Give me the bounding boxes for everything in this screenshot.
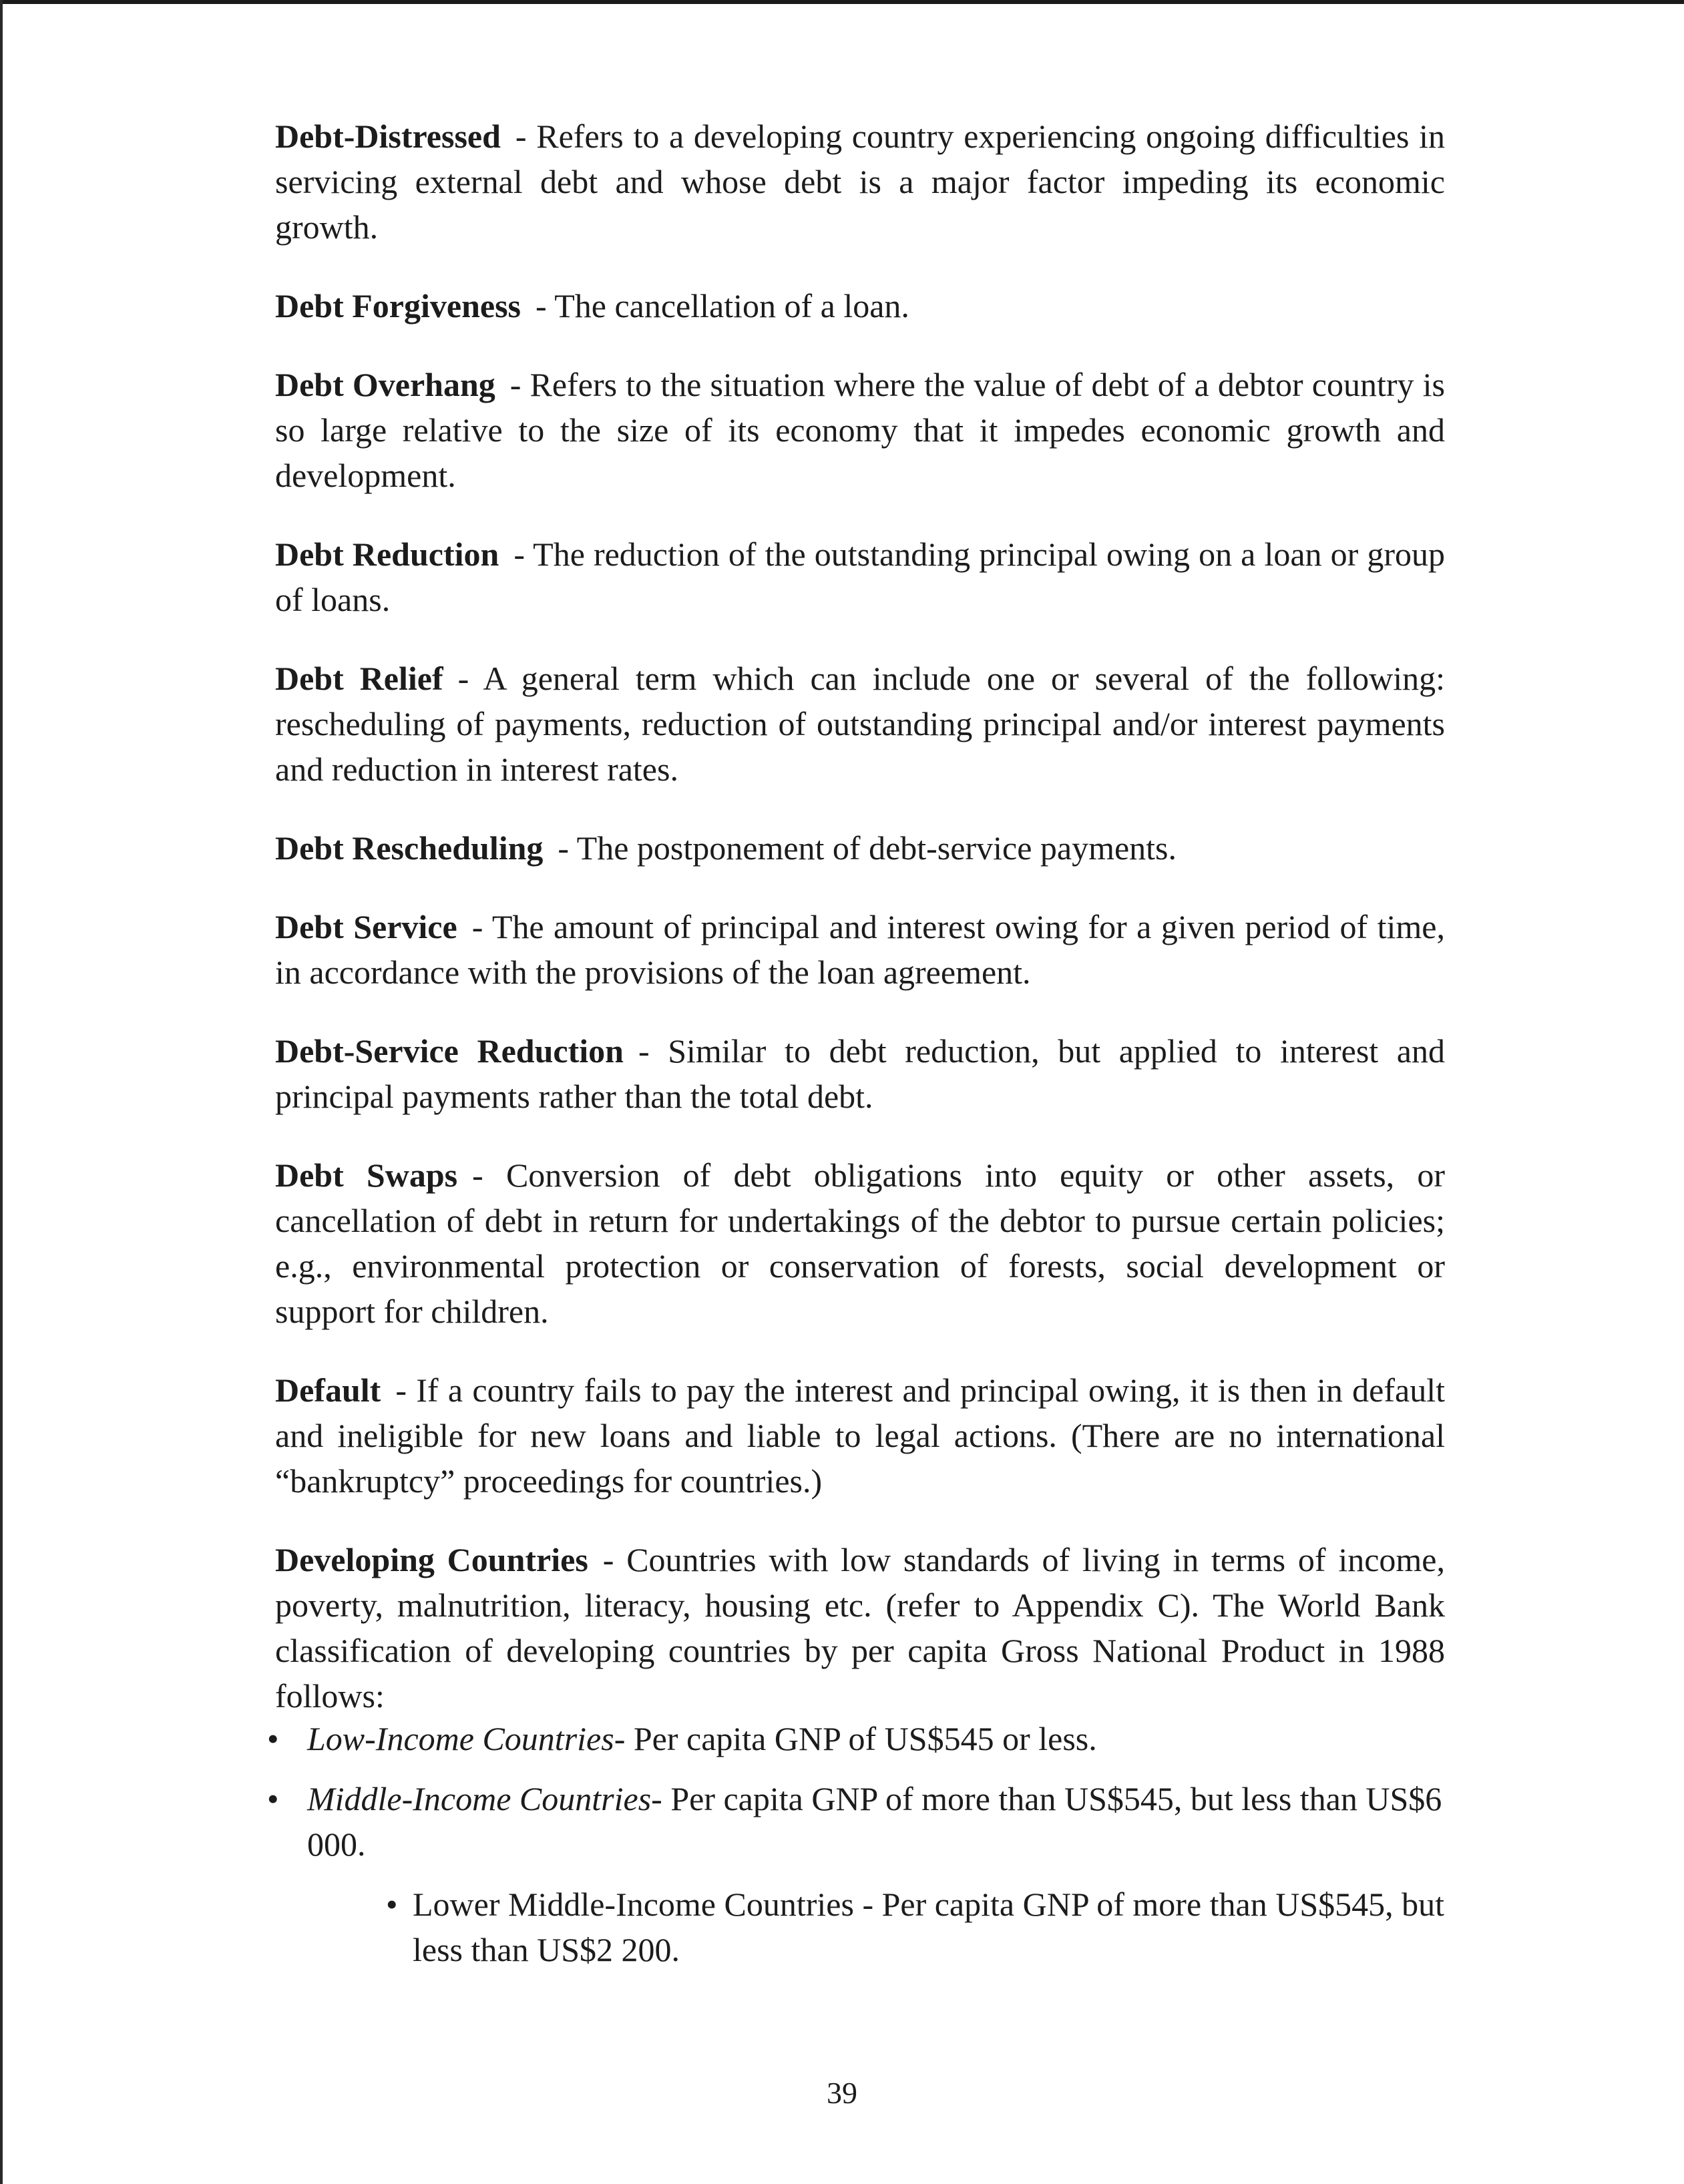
glossary-entry-debt-reduction: [275, 531, 1445, 622]
entry-definition: - A general term which can include one or several of the following: rescheduling of payments, reduction of outstanding principal and/or interest payments and reduction in interest rates.: [275, 660, 1445, 788]
entry-definition: - If a country fails to pay the interest and principal owing, it is then in default and ineligible for new loans and liable to legal actions. (There are no international “bankruptcy” proceedings for countries.): [275, 1371, 1445, 1500]
bullet-text: - Per capita GNP of more than US$545, but less than US$6 000.: [307, 1780, 1442, 1863]
entry-term: Debt-Service Reduction: [275, 1032, 624, 1070]
middle-income-sublist: [307, 1882, 1445, 1972]
entry-definition: - Refers to the situation where the value of debt of a debtor country is so large relative to the size of its economy that it impedes economic growth and development.: [275, 366, 1445, 494]
glossary-entry-developing-countries: [275, 1537, 1445, 1719]
list-item-middle-income: [275, 1776, 1445, 1972]
glossary-entry-debt-overhang: [275, 362, 1445, 498]
glossary-entry-debt-distressed: [275, 114, 1445, 250]
entry-term: Default: [275, 1371, 381, 1409]
entry-term: Debt Relief: [275, 660, 443, 697]
glossary-entry-debt-service-reduction: [275, 1028, 1445, 1119]
entry-term: Debt Swaps: [275, 1156, 458, 1194]
entry-term: Debt Overhang: [275, 366, 495, 403]
bullet-text: - Per capita GNP of US$545 or less.: [614, 1720, 1097, 1757]
entry-definition: - The postponement of debt-service payments.: [558, 829, 1177, 867]
glossary-entry-debt-forgiveness: [275, 283, 1445, 329]
entry-term: Developing Countries: [275, 1541, 588, 1578]
glossary-entry-debt-service: [275, 904, 1445, 995]
list-item-low-income: [275, 1716, 1445, 1761]
scan-edge-left: [0, 0, 3, 2184]
glossary-entry-default: [275, 1367, 1445, 1504]
bullet-term: Low-Income Countries: [307, 1720, 614, 1757]
glossary-entry-debt-rescheduling: [275, 825, 1445, 871]
scan-edge-top: [0, 0, 1684, 4]
entry-term: Debt Rescheduling: [275, 829, 544, 867]
entry-definition: - Similar to debt reduction, but applied to interest and principal payments rather than the total debt.: [275, 1032, 1445, 1115]
entry-definition: - Conversion of debt obligations into equity or other assets, or cancellation of debt in return for undertakings of the debtor to pursue certain policies; e.g., environmental protection or conservation of forests, social development or support for children.: [275, 1156, 1445, 1330]
glossary-entry-debt-swaps: [275, 1152, 1445, 1334]
entry-term: Debt Service: [275, 908, 457, 945]
entry-term: Debt Reduction: [275, 535, 499, 573]
page-number: 39: [827, 2076, 857, 2110]
glossary-entry-debt-relief: [275, 656, 1445, 792]
entry-definition: - The reduction of the outstanding principal owing on a loan or group of loans.: [275, 535, 1445, 618]
income-classification-list: [275, 1716, 1445, 1972]
entry-definition: - Refers to a developing country experiencing ongoing difficulties in servicing external debt and whose debt is a major factor impeding its economic growth.: [275, 118, 1445, 246]
entry-term: Debt Forgiveness: [275, 287, 521, 324]
list-item-lower-middle-income: • Lower Middle-Income Countries - Per capita GNP of more than US$545, but less than US$2 200.: [381, 1882, 1445, 1972]
entry-term: Debt-Distressed: [275, 118, 501, 155]
entry-definition: - Countries with low standards of living in terms of income, poverty, malnutrition, literacy, housing etc. (refer to Appendix C). The World Bank classification of developing countries by per capita Gross National Product in 1988 follows:: [275, 1541, 1446, 1715]
entry-definition: - The cancellation of a loan.: [536, 287, 909, 324]
glossary-page: [275, 114, 1445, 1987]
entry-definition: - The amount of principal and interest owing for a given period of time, in accordance with the provisions of the loan agreement.: [275, 908, 1445, 991]
bullet-term: Middle-Income Countries: [307, 1780, 652, 1817]
